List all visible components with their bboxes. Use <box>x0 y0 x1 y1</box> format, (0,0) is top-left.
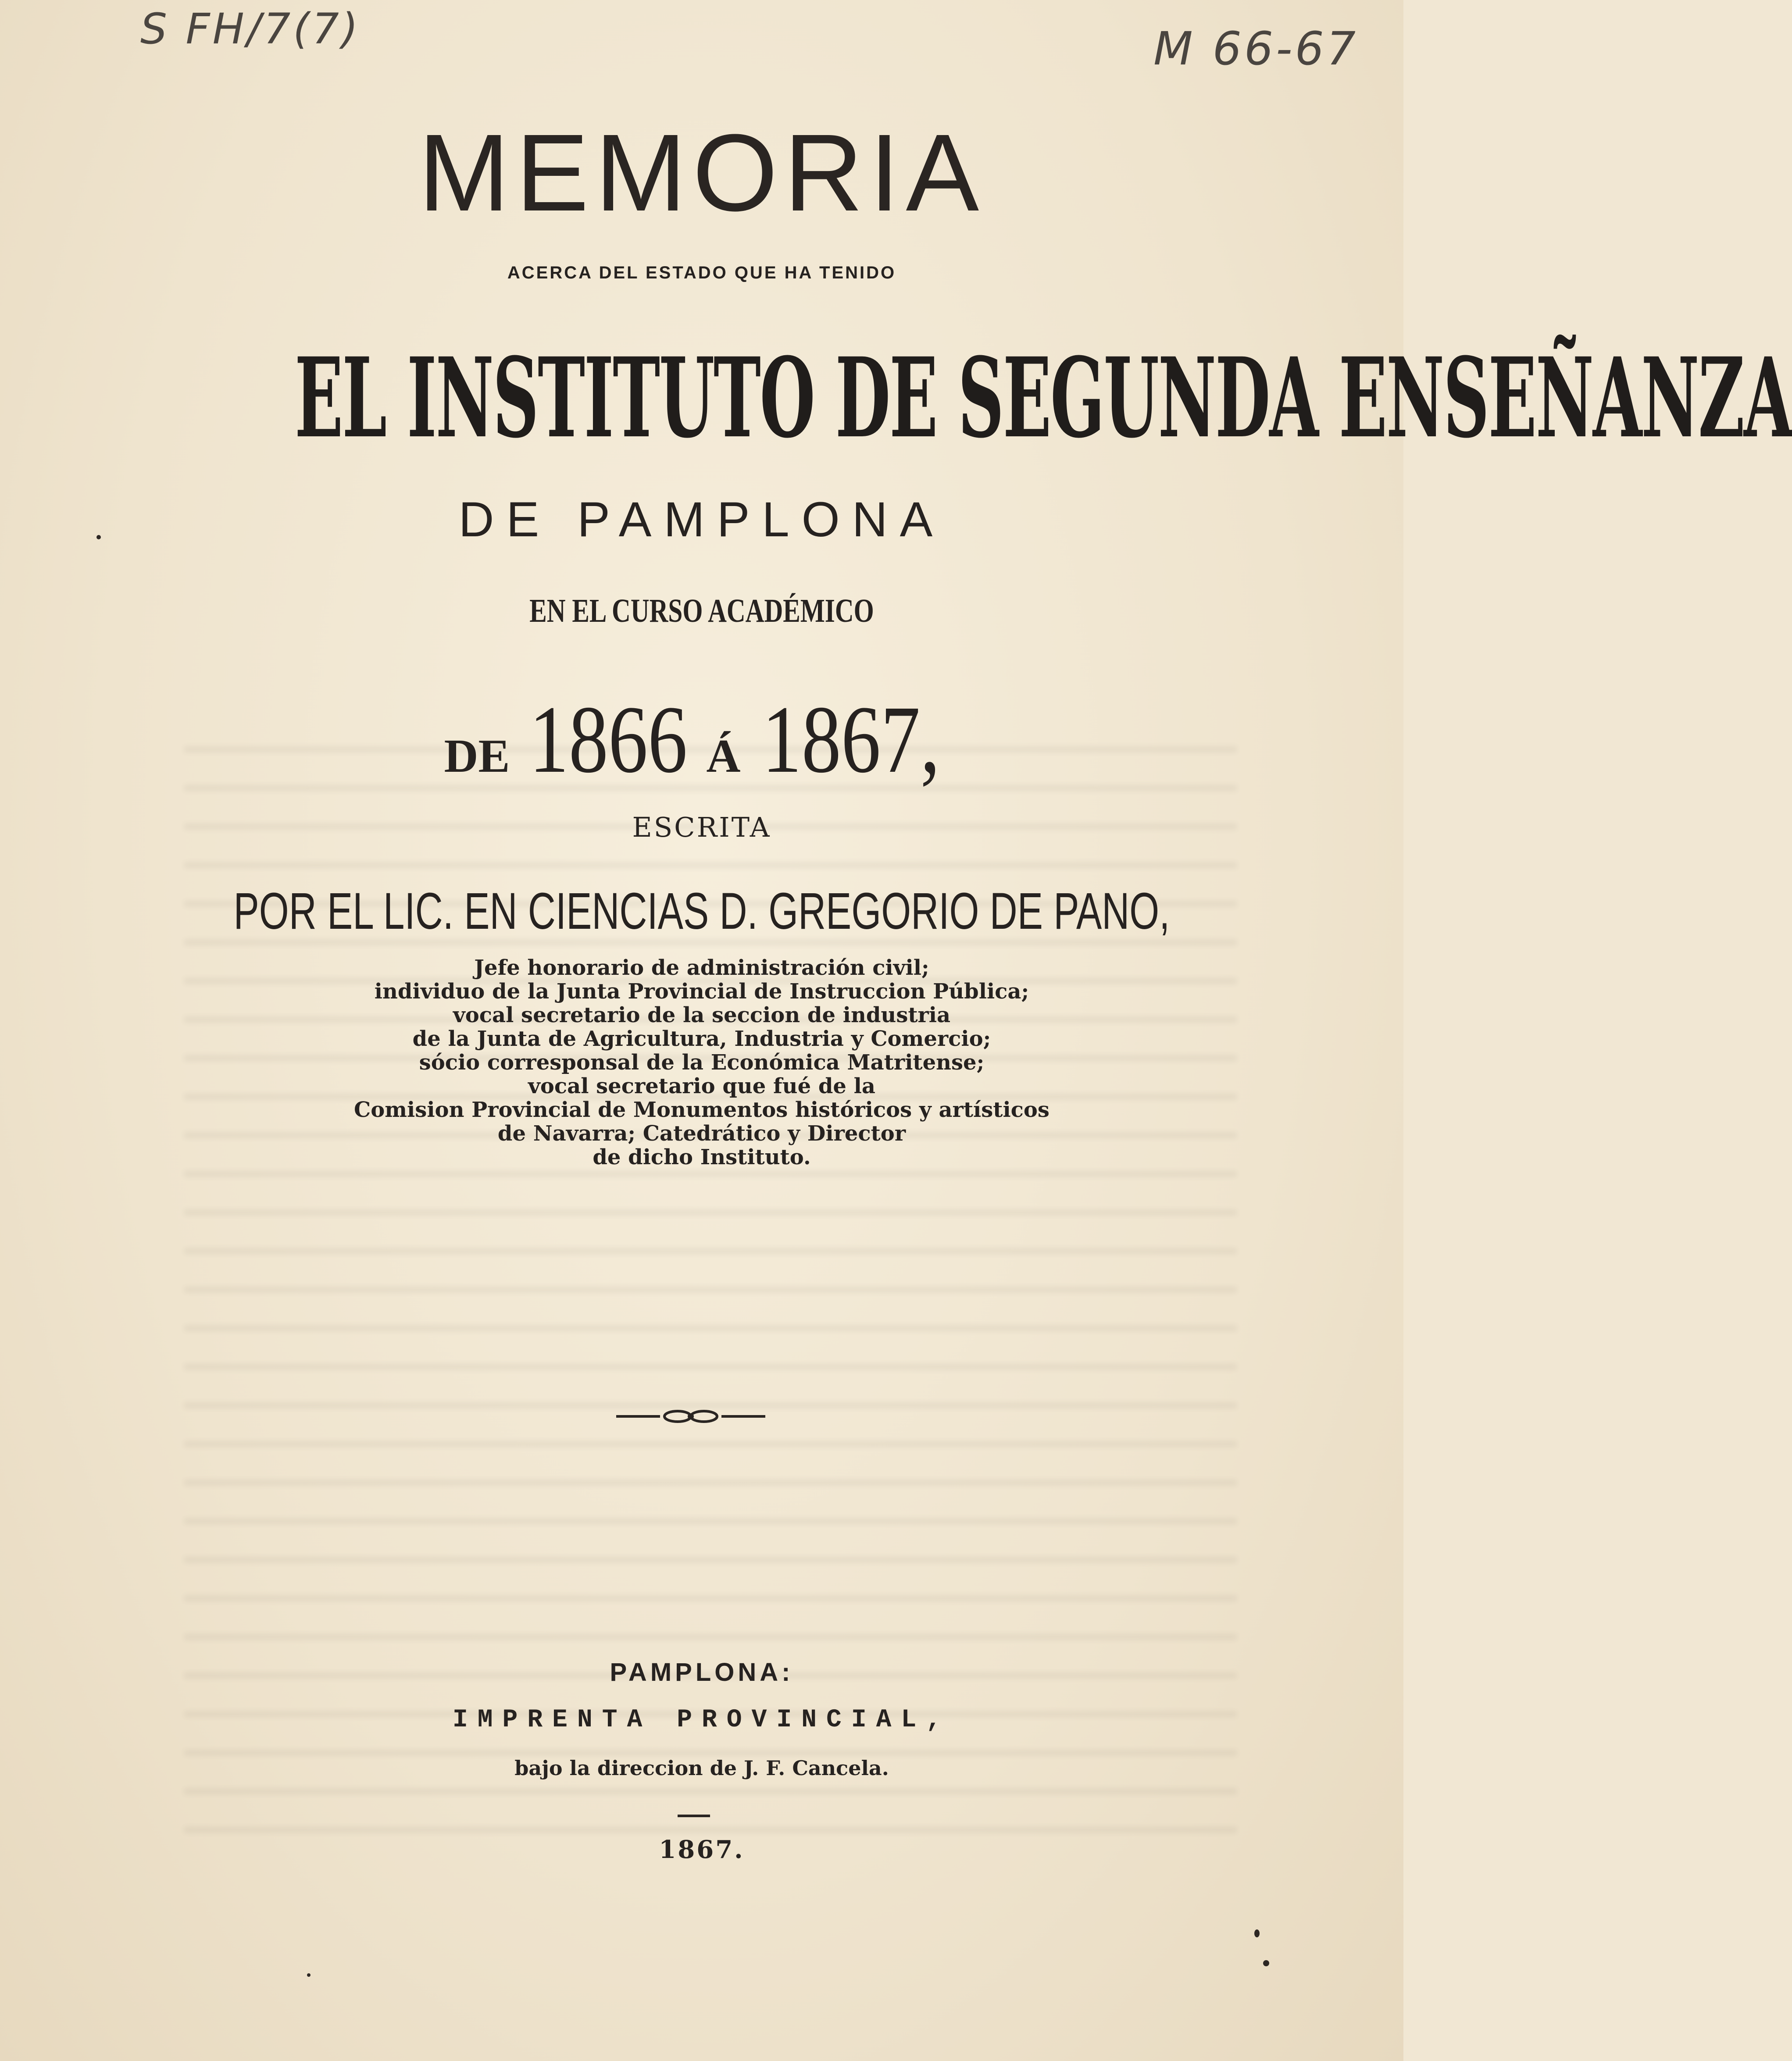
author-title-line: vocal secretario de la seccion de industria <box>453 1003 951 1027</box>
written-by-label: ESCRITA <box>632 811 771 843</box>
handwritten-catalog-note: M 66-67 <box>1153 22 1358 75</box>
ornament-divider-icon <box>616 1403 765 1430</box>
author-title-line: de dicho Instituto. <box>593 1145 811 1170</box>
imprint-director: bajo la direccion de J. F. Cancela. <box>514 1756 889 1780</box>
institution-city: DE PAMPLONA <box>458 492 945 547</box>
paper-speck <box>307 1973 311 1977</box>
author-title-line: de Navarra; Catedrático y Director <box>497 1121 906 1146</box>
imprint-city: PAMPLONA: <box>610 1658 794 1687</box>
year-start: 1866 <box>529 686 687 793</box>
paper-speck <box>1263 1960 1269 1966</box>
title-subheading: ACERCA DEL ESTADO QUE HA TENIDO <box>507 263 896 282</box>
handwritten-shelfmark: S FH/7(7) <box>140 4 361 53</box>
author-name: POR EL LIC. EN CIENCIAS D. GREGORIO DE PANO, <box>233 882 1170 940</box>
paper-speck <box>96 535 101 539</box>
author-title-line: vocal secretario que fué de la <box>528 1074 875 1098</box>
years-connector: Á <box>706 730 741 782</box>
academic-years <box>0 684 1403 795</box>
imprint-year: 1867. <box>659 1835 745 1864</box>
author-title-line: Comision Provincial de Monumentos históricos y artísticos <box>354 1098 1049 1122</box>
author-title-line: individuo de la Junta Provincial de Instruccion Pública; <box>374 979 1029 1004</box>
imprint-press: IMPRENTA PROVINCIAL, <box>452 1706 951 1734</box>
author-title-line: Jefe honorario de administración civil; <box>474 956 929 980</box>
author-title-line: de la Junta de Agricultura, Industria y Comercio; <box>412 1027 991 1051</box>
year-end: 1867, <box>762 686 940 793</box>
document-title: MEMORIA <box>418 111 985 234</box>
author-title-line: sócio corresponsal de la Económica Matritense; <box>419 1050 985 1075</box>
institution-name: EL INSTITUTO DE SEGUNDA ENSEÑANZA <box>295 333 1792 462</box>
short-rule <box>678 1815 710 1817</box>
course-intro: EN EL CURSO ACADÉMICO <box>529 592 874 629</box>
author-titles <box>0 956 1403 1169</box>
paper-speck <box>1254 1929 1260 1937</box>
years-prefix: DE <box>444 730 510 782</box>
